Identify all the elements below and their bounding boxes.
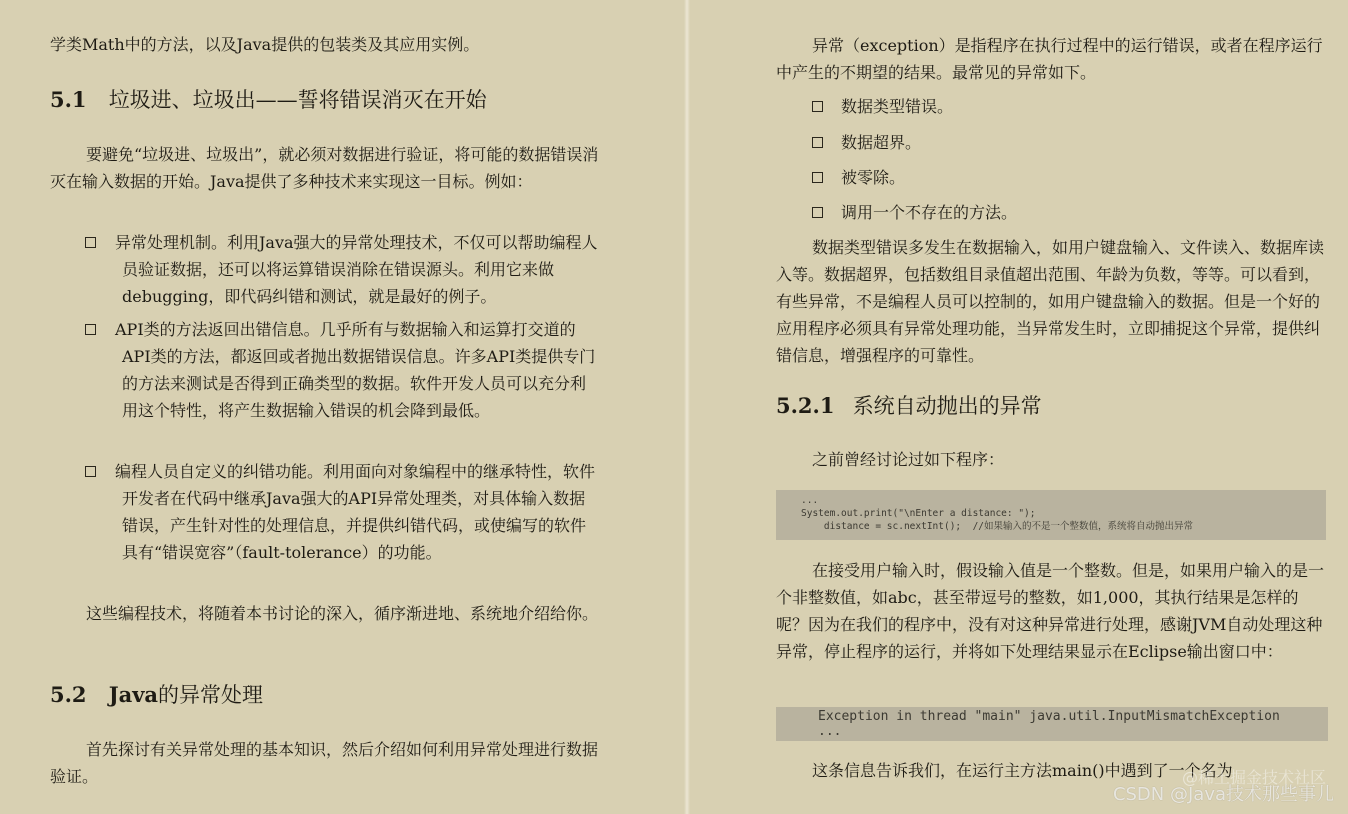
last-line: 这条信息告诉我们，在运行主方法main()中遇到了一个名为 (812, 761, 1233, 780)
code-line: distance = sc.nextInt(); //如果输入的不是一个整数值，系统将自动抛出异常 (801, 521, 1194, 532)
section-title: 的异常处理 (158, 683, 264, 707)
checkbox-glyph-icon (812, 137, 823, 148)
section-number: 5.2.1 (776, 393, 835, 418)
intro-line: 学类Math中的方法，以及Java提供的包装类及其应用实例。 (50, 35, 480, 54)
checkbox-glyph-icon (85, 324, 96, 335)
para-before-code: 之前曾经讨论过如下程序： (812, 450, 1005, 469)
bullet-text: 异常处理机制。利用Java强大的异常处理技术，不仅可以帮助编程人员验证数据，还可以将运算错误消除在错误源头。利用它来做debugging，即代码纠错和测试，就是最好的例子。 (115, 233, 598, 306)
exception-list-item: 调用一个不存在的方法。 (812, 199, 1212, 226)
para-5-1: 要避免“垃圾进、垃圾出”，就必须对数据进行验证，将可能的数据错误消灭在输入数据的开始。Java提供了多种技术来实现这一目标。例如： (50, 145, 599, 191)
checkbox-glyph-icon (812, 207, 823, 218)
checkbox-glyph-icon (85, 237, 96, 248)
exception-list-item: 数据类型错误。 (812, 93, 1212, 120)
bullet-text: API类的方法返回出错信息。几乎所有与数据输入和运算打交道的API类的方法，都返回或者抛出数据错误信息。许多API类提供专门的方法来测试是否得到正确类型的数据。软件开发人员可以充分利用这个特性，将产生数据输入错误的机会降到最低。 (115, 320, 596, 420)
section-title: 垃圾进、垃圾出——誓将错误消灭在开始 (108, 88, 487, 112)
code-block-1 (776, 490, 1326, 540)
code-line: Exception in thread "main" java.util.InputMismatchException (818, 709, 1280, 724)
para-after-bullets: 这些编程技术，将随着本书讨论的深入，循序渐进地、系统地介绍给你。 (86, 604, 599, 623)
exception-list-item: 被零除。 (812, 164, 1212, 191)
code-line: ... (818, 724, 842, 739)
section-heading-5-1 (50, 86, 487, 114)
checkbox-glyph-icon (85, 466, 96, 477)
right-page (690, 0, 1348, 814)
checkbox-glyph-icon (812, 172, 823, 183)
bullet-item (85, 458, 600, 566)
checkbox-glyph-icon (812, 101, 823, 112)
section-number: 5.2 (50, 682, 87, 707)
para-after-code: 在接受用户输入时，假设输入值是一个整数。但是，如果用户输入的是一个非整数值，如abc，甚至带逗号的整数，如1,000，其执行结果是怎样的呢？因为在我们的程序中，没有对这种异常进行处理，感谢JVM自动处理这种异常，停止程序的运行，并将如下处理结果显示在Eclipse输出窗口中： (776, 561, 1325, 661)
section-title-bold: Java (108, 682, 159, 707)
section-heading-5-2-1 (776, 392, 1042, 420)
section-title: 系统自动抛出的异常 (852, 394, 1042, 418)
exception-list-item: 数据超界。 (812, 129, 1212, 156)
bullet-item (85, 316, 600, 424)
section-number: 5.1 (50, 87, 87, 112)
code-block-2 (776, 707, 1328, 741)
code-line: ... (801, 495, 819, 506)
bullet-item (85, 229, 600, 310)
para-exception: 异常（exception）是指程序在执行过程中的运行错误，或者在程序运行中产生的不期望的结果。最常见的异常如下。 (776, 36, 1323, 82)
watermark-csdn: CSDN @Java技术那些事儿 (1112, 784, 1334, 805)
para-types: 数据类型错误多发生在数据输入，如用户键盘输入、文件读入、数据库读入等。数据超界，包括数组目录值超出范围、年龄为负数，等等。可以看到，有些异常，不是编程人员可以控制的，如用户键盘输入的数据。但是一个好的应用程序必须具有异常处理功能，当异常发生时，立即捕捉这个异常，提供纠错信息，增强程序的可靠性。 (776, 238, 1325, 365)
bullet-text: 编程人员自定义的纠错功能。利用面向对象编程中的继承特性，软件开发者在代码中继承Java强大的API异常处理类，对具体输入数据错误，产生针对性的处理信息，并提供纠错代码，或使编写的软件具有“错误宽容”（fault-tolerance）的功能。 (115, 462, 596, 562)
code-line: System.out.print("\nEnter a distance: "); (801, 508, 1036, 519)
section-heading-5-2 (50, 681, 263, 709)
watermark-secondary: @稀土掘金技术社区 (1181, 768, 1326, 787)
para-5-2: 首先探讨有关异常处理的基本知识，然后介绍如何利用异常处理进行数据验证。 (50, 740, 599, 786)
